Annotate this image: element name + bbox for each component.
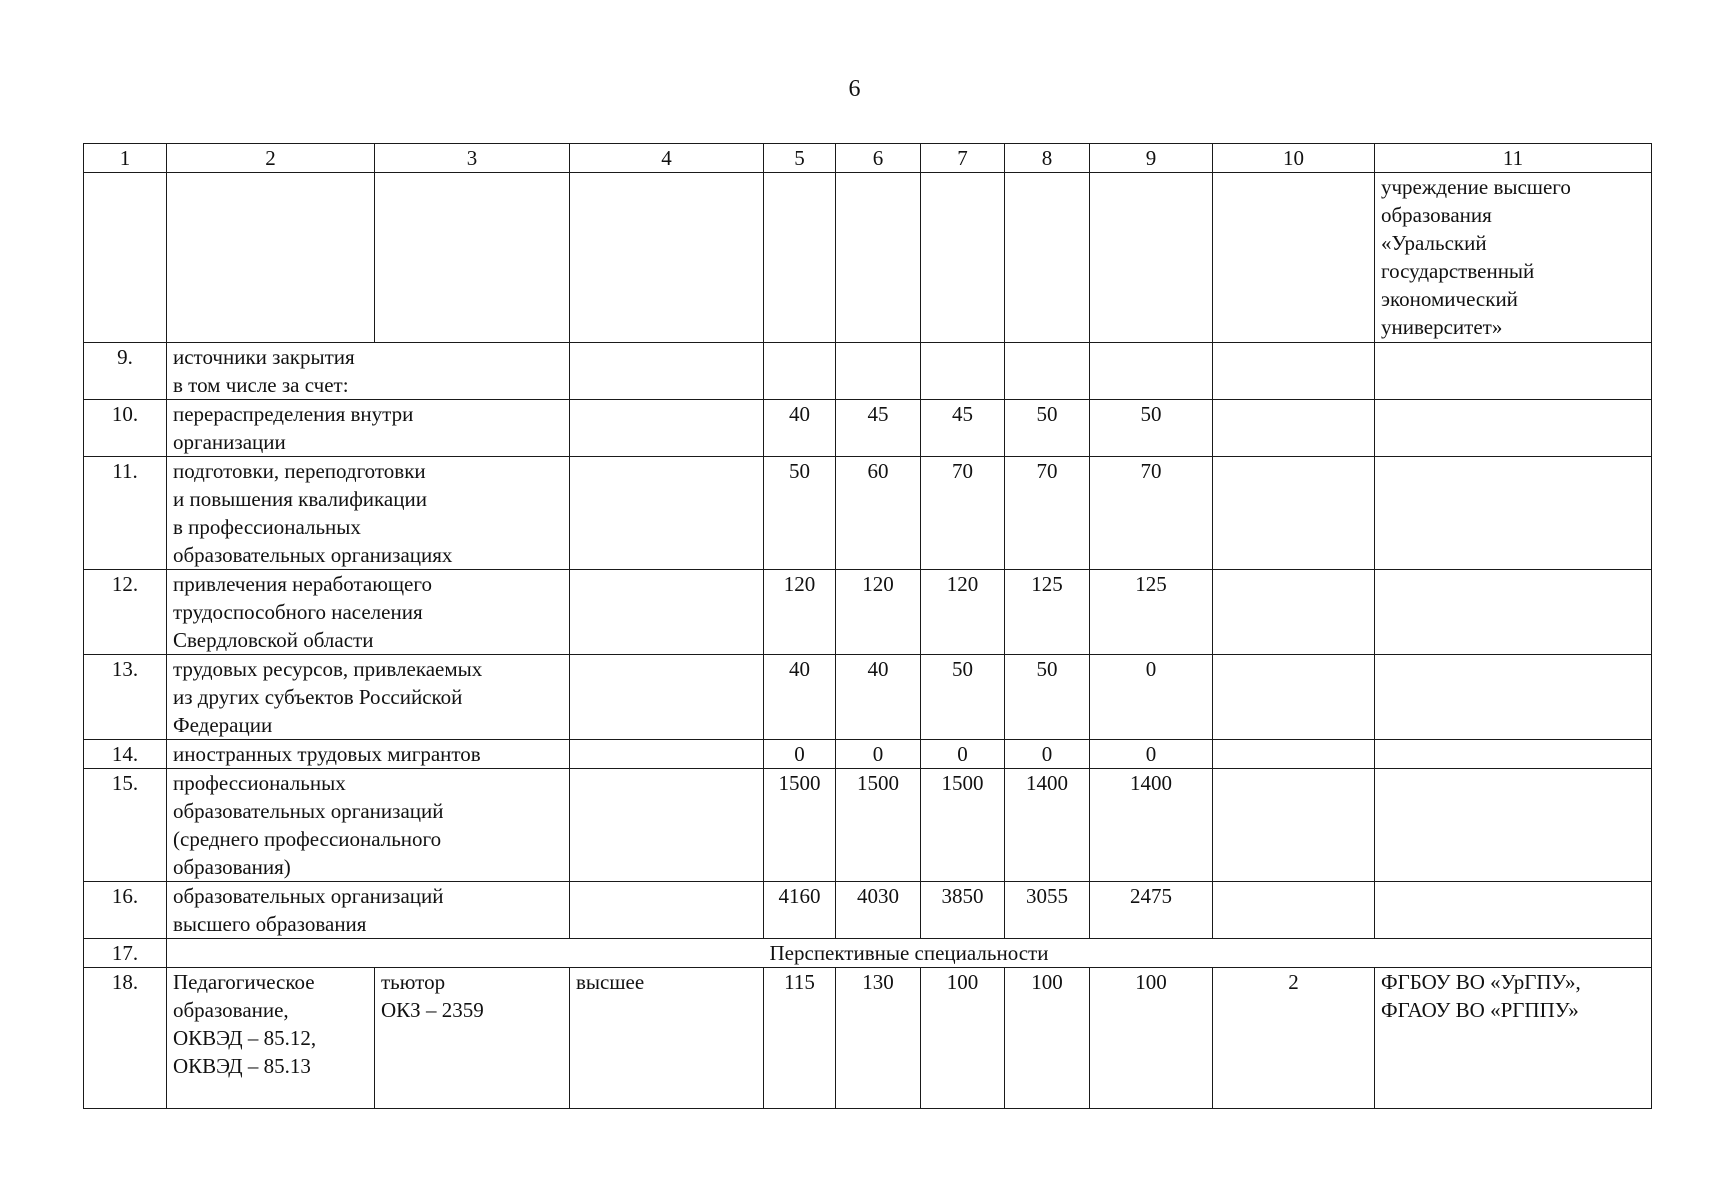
header-cell: 11	[1375, 144, 1652, 173]
organization-cell: учреждение высшего образования «Уральский государственный экономический университет»	[1375, 173, 1652, 343]
education-level: высшее	[570, 968, 764, 1109]
value-cell: 60	[836, 457, 921, 570]
row-label: профессиональных образовательных организаций (среднего профессионального образования)	[167, 769, 570, 882]
value-cell: 40	[764, 655, 836, 740]
value-cell	[1090, 343, 1213, 400]
table-row	[84, 655, 1652, 740]
row-number: 12.	[84, 570, 167, 655]
value-cell: 100	[921, 968, 1005, 1109]
value-cell	[836, 343, 921, 400]
value-cell: 50	[921, 655, 1005, 740]
value-cell: 70	[1090, 457, 1213, 570]
row-number: 17.	[84, 939, 167, 968]
table-row	[84, 400, 1652, 457]
header-cell: 4	[570, 144, 764, 173]
header-cell: 6	[836, 144, 921, 173]
value-cell: 40	[764, 400, 836, 457]
header-cell: 10	[1213, 144, 1375, 173]
organization-cell: ФГБОУ ВО «УрГПУ», ФГАОУ ВО «РГППУ»	[1375, 968, 1652, 1109]
table-row	[84, 343, 1652, 400]
value-cell: 2	[1213, 968, 1375, 1109]
value-cell	[1005, 343, 1090, 400]
table-row	[84, 457, 1652, 570]
row-number: 13.	[84, 655, 167, 740]
header-cell: 9	[1090, 144, 1213, 173]
value-cell: 125	[1005, 570, 1090, 655]
specialty-name: Педагогическое образование, ОКВЭД – 85.12, ОКВЭД – 85.13	[167, 968, 375, 1109]
value-cell: 3055	[1005, 882, 1090, 939]
value-cell: 115	[764, 968, 836, 1109]
header-cell: 8	[1005, 144, 1090, 173]
row-label: трудовых ресурсов, привлекаемых из других субъектов Российской Федерации	[167, 655, 570, 740]
row-number: 16.	[84, 882, 167, 939]
row-number: 9.	[84, 343, 167, 400]
value-cell: 100	[1005, 968, 1090, 1109]
header-cell: 1	[84, 144, 167, 173]
row-number: 10.	[84, 400, 167, 457]
value-cell: 4030	[836, 882, 921, 939]
value-cell: 45	[921, 400, 1005, 457]
value-cell: 50	[1090, 400, 1213, 457]
profession-cell: тьютор ОКЗ – 2359	[375, 968, 570, 1109]
value-cell: 1500	[921, 769, 1005, 882]
value-cell: 1400	[1005, 769, 1090, 882]
header-cell: 5	[764, 144, 836, 173]
row-label: источники закрытия в том числе за счет:	[167, 343, 570, 400]
table-row	[84, 968, 1652, 1109]
header-row	[84, 144, 1652, 173]
value-cell: 1500	[764, 769, 836, 882]
value-cell	[764, 343, 836, 400]
value-cell: 50	[1005, 400, 1090, 457]
value-cell: 1400	[1090, 769, 1213, 882]
value-cell: 100	[1090, 968, 1213, 1109]
value-cell: 0	[1005, 740, 1090, 769]
value-cell: 2475	[1090, 882, 1213, 939]
value-cell: 40	[836, 655, 921, 740]
value-cell: 4160	[764, 882, 836, 939]
header-cell: 3	[375, 144, 570, 173]
value-cell: 70	[921, 457, 1005, 570]
value-cell: 50	[764, 457, 836, 570]
value-cell: 1500	[836, 769, 921, 882]
value-cell: 50	[1005, 655, 1090, 740]
value-cell: 3850	[921, 882, 1005, 939]
table-row	[84, 882, 1652, 939]
value-cell: 70	[1005, 457, 1090, 570]
value-cell: 120	[921, 570, 1005, 655]
section-row	[84, 939, 1652, 968]
value-cell: 0	[764, 740, 836, 769]
value-cell: 45	[836, 400, 921, 457]
table-row	[84, 740, 1652, 769]
section-title: Перспективные специальности	[167, 939, 1652, 968]
value-cell: 120	[836, 570, 921, 655]
row-label: перераспределения внутри организации	[167, 400, 570, 457]
value-cell: 0	[1090, 740, 1213, 769]
row-number: 14.	[84, 740, 167, 769]
value-cell: 130	[836, 968, 921, 1109]
value-cell: 0	[836, 740, 921, 769]
page-number: 6	[848, 76, 861, 102]
continuation-row	[84, 173, 1652, 343]
row-label: иностранных трудовых мигрантов	[167, 740, 570, 769]
row-number: 11.	[84, 457, 167, 570]
value-cell: 0	[1090, 655, 1213, 740]
value-cell: 120	[764, 570, 836, 655]
header-cell: 7	[921, 144, 1005, 173]
row-label: привлечения неработающего трудоспособного населения Свердловской области	[167, 570, 570, 655]
value-cell	[921, 343, 1005, 400]
table-row	[84, 570, 1652, 655]
row-number: 15.	[84, 769, 167, 882]
value-cell: 125	[1090, 570, 1213, 655]
row-label: образовательных организаций высшего образования	[167, 882, 570, 939]
table-row	[84, 769, 1652, 882]
header-cell: 2	[167, 144, 375, 173]
value-cell: 0	[921, 740, 1005, 769]
data-table	[83, 143, 1652, 1109]
row-label: подготовки, переподготовки и повышения квалификации в профессиональных образовательных организациях	[167, 457, 570, 570]
row-number: 18.	[84, 968, 167, 1109]
